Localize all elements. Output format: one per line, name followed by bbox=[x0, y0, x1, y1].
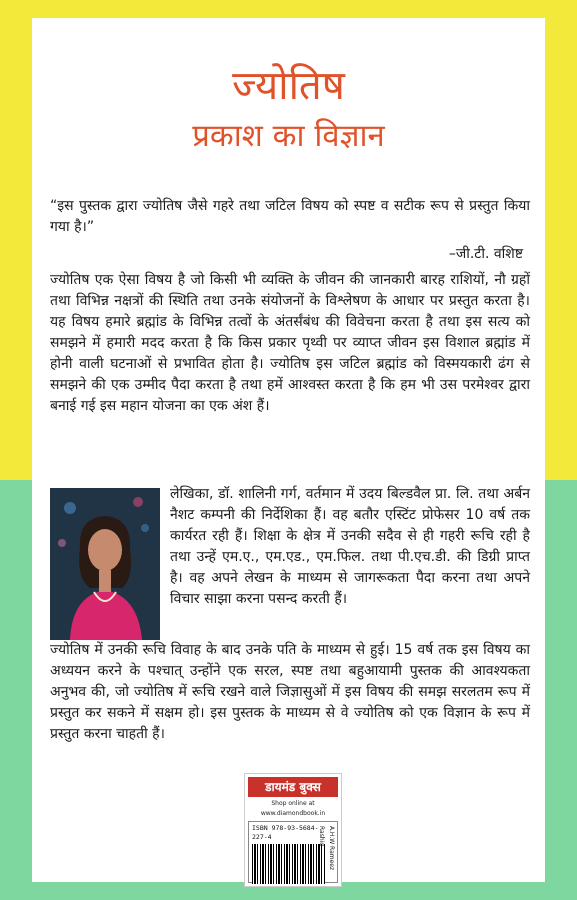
publisher-logo: डायमंड बुक्स bbox=[248, 777, 338, 797]
vertical-imprint-text: A.H.W Rameez Rashid bbox=[318, 826, 335, 871]
barcode-box bbox=[248, 821, 338, 883]
book-title: ज्योतिष bbox=[232, 63, 345, 109]
publisher-website: Shop online at www.diamondbook.in bbox=[260, 800, 326, 817]
back-cover-panel bbox=[32, 18, 545, 882]
publisher-barcode-block bbox=[244, 773, 342, 887]
barcode-icon bbox=[252, 844, 325, 884]
author-photo bbox=[50, 488, 160, 640]
endorsement-quote: “इस पुस्तक द्वारा ज्योतिष जैसे गहरे तथा जटिल विषय को स्पष्ट व सटीक रूप से प्रस्तुत किया गया है।” bbox=[50, 198, 530, 235]
author-section bbox=[50, 484, 530, 644]
author-bio: लेखिका, डॉ. शालिनी गर्ग, वर्तमान में उदय बिल्डवैल प्रा. लि. तथा अर्बन नैशट कम्पनी की निर्देशिका हैं। वह बतौर एस्टिंट प्रोफेसर 10 वर्ष तक कार्यरत रही हैं। शिक्षा के क्षेत्र में उनकी सदैव से ही गहरी रूचि रही है तथा उन्हें एम.ए., एम.एड., एम.फिल. तथा पी.एच.डी. की डिग्री प्राप्त है। वह अपने लेखन के माध्यम से जागरूकता पैदा करना तथा अपने विचार साझा करना पसन्द करती हैं। bbox=[170, 486, 530, 607]
quote-attribution: –जी.टी. वशिष्ट bbox=[448, 246, 523, 262]
closing-paragraph: ज्योतिष में उनकी रूचि विवाह के बाद उनके पति के माध्यम से हुई। 15 वर्ष तक इस विषय का अध्ययन करने के पश्चात् उन्होंने एक सरल, स्पष्ट तथा बहुआयामी पुस्तक की आवश्यकता अनुभव की, जो ज्योतिष में रूचि रखने वाले जिज्ञासुओं में इस विषय की समझ सरलतम रूप में प्रस्तुत कर सकने में सक्षम हो। इस पुस्तक के माध्यम से वे ज्योतिष को एक विज्ञान के रूप में प्रस्तुत करना चाहती हैं। bbox=[50, 642, 530, 742]
isbn-number: ISBN 978-93-5684-227-4 bbox=[252, 824, 319, 841]
intro-paragraph: ज्योतिष एक ऐसा विषय है जो किसी भी व्यक्ति के जीवन की जानकारी बारह राशियों, नौ ग्रहों तथा विभिन्न नक्षत्रों की स्थिति तथा उनके संयोजनों के विश्लेषण के आधार पर प्रस्तुत करता है। यह विषय हमारे ब्रह्मांड के विभिन्न तत्वों के अंतर्संबंध की विवेचना करता है तथा इस सत्य को समझने में हमारी मदद करता है कि किस प्रकार पृथ्वी पर व्याप्त जीवन इस विशाल ब्रह्मांड में होनी वाली घटनाओं से प्रभावित होता है। ज्योतिष इस जटिल ब्रह्मांड को विस्मयकारी ढंग से समझने की एक उम्मीद पैदा करता है तथा हमें आश्वस्त करता है कि हम भी उस परमेश्वर द्वारा बनाई गई इस महान योजना का एक अंश हैं। bbox=[50, 272, 530, 414]
book-subtitle: प्रकाश का विज्ञान bbox=[192, 118, 385, 154]
author-portrait-graphic bbox=[50, 488, 160, 640]
